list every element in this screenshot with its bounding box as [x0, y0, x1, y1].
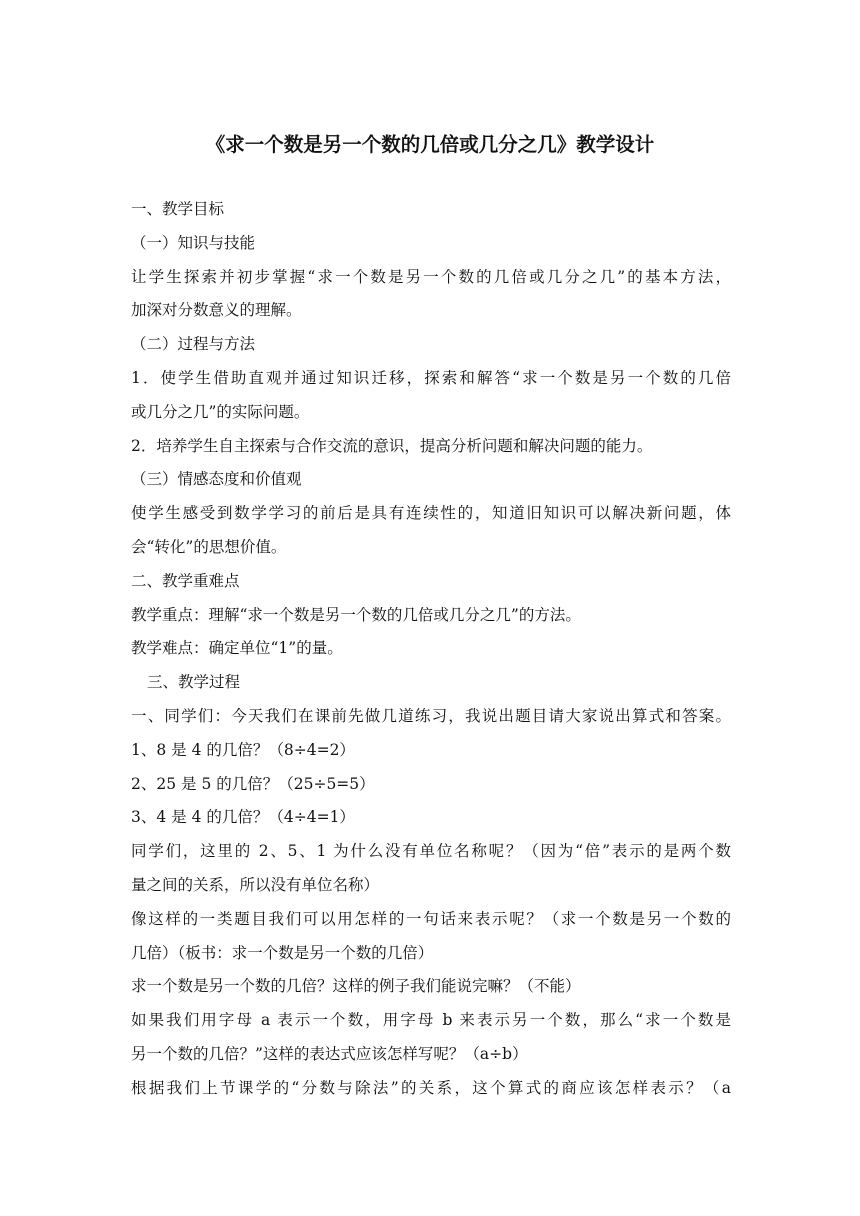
exercise-line: 2、25 是 5 的几倍？（25÷5=5） [131, 774, 375, 793]
paragraph-line: 加深对分数意义的理解。 [131, 301, 302, 320]
section-heading: 一、教学目标 [131, 200, 225, 218]
paragraph-line: 一、同学们：今天我们在课前先做几道练习，我说出题目请大家说出算式和答案。 [131, 706, 731, 725]
document-body [131, 193, 731, 1106]
section-heading: 二、教学重难点 [131, 571, 240, 590]
paragraph-line: 量之间的关系，所以没有单位名称） [131, 875, 380, 894]
paragraph-line: 同学们，这里的 2、5、1 为什么没有单位名称呢？（因为“倍”表示的是两个数 [131, 842, 731, 861]
paragraph-line: 求一个数是另一个数的几倍？这样的例子我们能说完嘛？（不能） [131, 977, 581, 996]
paragraph-line: 会“转化”的思想价值。 [131, 537, 287, 556]
exercise-line: 3、4 是 4 的几倍？（4÷4=1） [131, 808, 355, 827]
paragraph-line: 使学生感受到数学学习的前后是具有连续性的，知道旧知识可以解决新问题，体 [131, 504, 731, 523]
paragraph-line: 教学重点：理解“求一个数是另一个数的几倍或几分之几”的方法。 [131, 605, 581, 624]
paragraph-line: 让学生探索并初步掌握“求一个数是另一个数的几倍或几分之几”的基本方法， [131, 267, 731, 286]
paragraph-line: 根据我们上节课学的“分数与除法”的关系，这个算式的商应该怎样表示？（a [131, 1078, 731, 1097]
exercise-line: 1、8 是 4 的几倍？（8÷4=2） [131, 740, 355, 759]
paragraph-line: 教学难点：确定单位“1”的量。 [131, 639, 343, 658]
paragraph-line: 1．使学生借助直观并通过知识迁移，探索和解答“求一个数是另一个数的几倍 [131, 368, 731, 387]
paragraph-line: 2．培养学生自主探索与合作交流的意识，提高分析问题和解决问题的能力。 [131, 436, 653, 455]
paragraph-line: 如果我们用字母 a 表示一个数，用字母 b 来表示另一个数，那么“求一个数是 [131, 1011, 731, 1030]
section-heading: 三、教学过程 [147, 673, 241, 692]
subsection-heading: （一）知识与技能 [131, 233, 256, 252]
subsection-heading: （二）过程与方法 [131, 335, 256, 354]
paragraph-line: 或几分之几”的实际问题。 [131, 402, 310, 421]
document-title: 《求一个数是另一个数的几倍或几分之几》教学设计 [205, 133, 655, 156]
paragraph-line: 像这样的一类题目我们可以用怎样的一句话来表示呢？（求一个数是另一个数的 [131, 909, 731, 928]
paragraph-line: 几倍）（板书：求一个数是另一个数的几倍） [131, 943, 434, 962]
paragraph-line: 另一个数的几倍？”这样的表达式应该怎样写呢？（a÷b） [131, 1044, 528, 1063]
subsection-heading: （三）情感态度和价值观 [131, 470, 302, 489]
